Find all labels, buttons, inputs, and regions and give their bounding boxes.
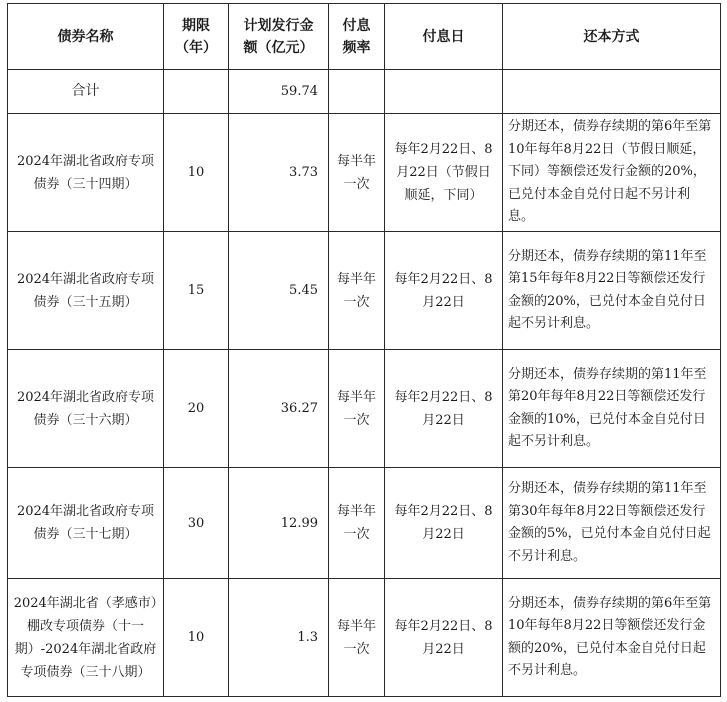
header-planned-amount: 计划发行金 额（亿元） (229, 4, 329, 70)
table-row (8, 579, 721, 697)
bond-repayment-method: 分期还本，债券存续期的第6年至第10年每年8月22日等额偿还发行金额的20%，已兑付本金自兑付日起不另计利息。 (503, 579, 721, 697)
bond-frequency: 每半年一次 (329, 468, 385, 579)
bond-name: 2024年湖北省政府专项债券（三十六期） (8, 350, 164, 468)
bond-name: 2024年湖北省政府专项债券（三十五期） (8, 232, 164, 350)
table-row (8, 114, 721, 232)
table-row (8, 350, 721, 468)
header-repayment-method: 还本方式 (503, 4, 721, 70)
total-date-empty (385, 70, 503, 114)
bond-term: 30 (164, 468, 229, 579)
bond-name: 2024年湖北省政府专项债券（三十四期） (8, 114, 164, 232)
bond-frequency: 每半年一次 (329, 350, 385, 468)
bond-payment-date: 每年2月22日、8月22日 (385, 579, 503, 697)
bond-term: 20 (164, 350, 229, 468)
bond-issuance-table (7, 3, 721, 697)
bond-frequency: 每半年一次 (329, 232, 385, 350)
bond-term: 10 (164, 114, 229, 232)
bond-term: 15 (164, 232, 229, 350)
header-bond-name: 债券名称 (8, 4, 164, 70)
table-row (8, 468, 721, 579)
bond-amount: 3.73 (229, 114, 329, 232)
total-term-empty (164, 70, 229, 114)
bond-payment-date: 每年2月22日、8月22日（节假日顺延，下同） (385, 114, 503, 232)
bond-repayment-method: 分期还本，债券存续期的第11年至第30年每年8月22日等额偿还发行金额的5%，已兑付本金自兑付日起不另计利息。 (503, 468, 721, 579)
bond-repayment-method: 分期还本，债券存续期的第11年至第20年每年8月22日等额偿还发行金额的10%，已兑付本金自兑付日起不另计利息。 (503, 350, 721, 468)
bond-repayment-method: 分期还本，债券存续期的第6年至第10年每年8月22日（节假日顺延，下同）等额偿还发行金额的20%，已兑付本金自兑付日起不另计利息。 (503, 114, 721, 232)
bond-name: 2024年湖北省政府专项债券（三十七期） (8, 468, 164, 579)
header-row (8, 4, 721, 70)
total-row (8, 70, 721, 114)
header-payment-date: 付息日 (385, 4, 503, 70)
bond-frequency: 每半年一次 (329, 114, 385, 232)
bond-term: 10 (164, 579, 229, 697)
bond-payment-date: 每年2月22日、8月22日 (385, 350, 503, 468)
bond-name: 2024年湖北省（孝感市）棚改专项债券（十一期）-2024年湖北省政府专项债券（三十八期） (8, 579, 164, 697)
header-interest-frequency: 付息 频率 (329, 4, 385, 70)
bond-amount: 5.45 (229, 232, 329, 350)
table-row (8, 232, 721, 350)
bond-amount: 12.99 (229, 468, 329, 579)
bond-amount: 36.27 (229, 350, 329, 468)
bond-frequency: 每半年一次 (329, 579, 385, 697)
total-amount: 59.74 (229, 70, 329, 114)
header-term: 期限 （年） (164, 4, 229, 70)
total-method-empty (503, 70, 721, 114)
bond-payment-date: 每年2月22日、8月22日 (385, 468, 503, 579)
bond-repayment-method: 分期还本，债券存续期的第11年至第15年每年8月22日等额偿还发行金额的20%，已兑付本金自兑付日起不另计利息。 (503, 232, 721, 350)
bond-amount: 1.3 (229, 579, 329, 697)
total-label: 合计 (8, 70, 164, 114)
bond-payment-date: 每年2月22日、8月22日 (385, 232, 503, 350)
total-frequency-empty (329, 70, 385, 114)
